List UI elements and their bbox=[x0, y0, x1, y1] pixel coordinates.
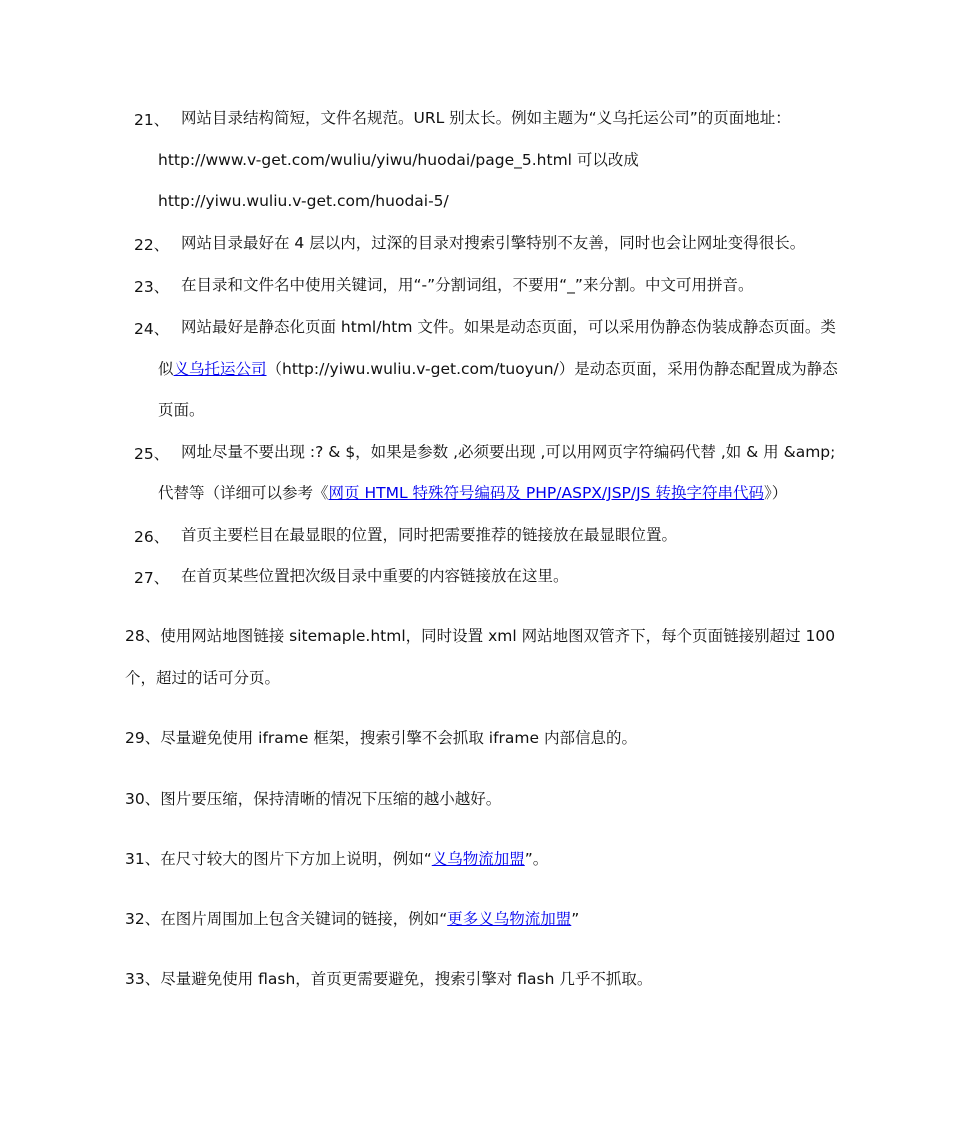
text-segment: 》） bbox=[763, 484, 788, 502]
item-text: 在首页某些位置把次级目录中重要的内容链接放在这里。 bbox=[181, 567, 569, 585]
item-text: 个，超过的话可分页。 bbox=[125, 669, 281, 687]
item-number: 25、 bbox=[134, 445, 170, 463]
item-text: 页面。 bbox=[158, 401, 205, 419]
text-segment: （http://yiwu.wuliu.v-get.com/tuoyun/）是动态页面，采用伪静态配置成为静态 bbox=[266, 360, 838, 378]
item-text: 在目录和文件名中使用关键词，用“-”分割词组，不要用“_”来分割。中文可用拼音。 bbox=[181, 276, 754, 294]
item-text: 网站最好是静态化页面 html/htm 文件。如果是动态页面，可以采用伪静态伪装成静态页面。类 bbox=[181, 318, 836, 336]
text-segment: 31、在尺寸较大的图片下方加上说明，例如“ bbox=[125, 850, 432, 868]
link-html-special-chars[interactable]: 网页 HTML 特殊符号编码及 PHP/ASPX/JSP/JS 转换字符串代码 bbox=[328, 484, 764, 502]
item-text: 网站目录最好在 4 层以内，过深的目录对搜索引擎特别不友善，同时也会让网址变得很长。 bbox=[181, 234, 806, 252]
item-text: 29、尽量避免使用 iframe 框架，搜索引擎不会抓取 iframe 内部信息的。 bbox=[125, 729, 637, 747]
item-text: 网址尽量不要出现 :? & $，如果是参数 ,必须要出现 ,可以用网页字符编码代替 ,如 & 用 &amp; bbox=[181, 443, 836, 461]
item-text-line bbox=[125, 909, 579, 929]
link-yiwu-wuliu-jiameng[interactable]: 义乌物流加盟 bbox=[431, 850, 525, 868]
item-number: 22、 bbox=[134, 236, 170, 254]
item-text-line bbox=[125, 849, 548, 869]
item-number: 23、 bbox=[134, 278, 170, 296]
item-text: 30、图片要压缩，保持清晰的情况下压缩的越小越好。 bbox=[125, 790, 502, 808]
item-number: 21、 bbox=[134, 111, 170, 129]
item-text: 网站目录结构简短，文件名规范。URL 别太长。例如主题为“义乌托运公司”的页面地址： bbox=[181, 109, 791, 127]
item-text: 首页主要栏目在最显眼的位置，同时把需要推荐的链接放在最显眼位置。 bbox=[181, 526, 678, 544]
link-more-yiwu-wuliu-jiameng[interactable]: 更多义乌物流加盟 bbox=[447, 910, 572, 928]
item-text: 28、使用网站地图链接 sitemaple.html，同时设置 xml 网站地图双管齐下，每个页面链接别超过 100 bbox=[125, 627, 836, 645]
item-text: http://www.v-get.com/wuliu/yiwu/huodai/page_5.html 可以改成 bbox=[158, 151, 639, 169]
text-segment: 32、在图片周围加上包含关键词的链接，例如“ bbox=[125, 910, 448, 928]
item-number: 26、 bbox=[134, 528, 170, 546]
item-text: 33、尽量避免使用 flash，首页更需要避免，搜索引擎对 flash 几乎不抓取。 bbox=[125, 970, 653, 988]
text-segment: ” bbox=[571, 910, 580, 928]
item-text: http://yiwu.wuliu.v-get.com/huodai-5/ bbox=[158, 192, 449, 210]
text-segment: ”。 bbox=[524, 850, 549, 868]
item-number: 24、 bbox=[134, 320, 170, 338]
text-segment: 代替等（详细可以参考《 bbox=[158, 484, 329, 502]
text-segment: 似 bbox=[158, 360, 174, 378]
item-text-line bbox=[158, 359, 838, 379]
item-text-line bbox=[158, 483, 787, 503]
item-number: 27、 bbox=[134, 569, 170, 587]
link-yiwu-tuoyun[interactable]: 义乌托运公司 bbox=[173, 360, 267, 378]
